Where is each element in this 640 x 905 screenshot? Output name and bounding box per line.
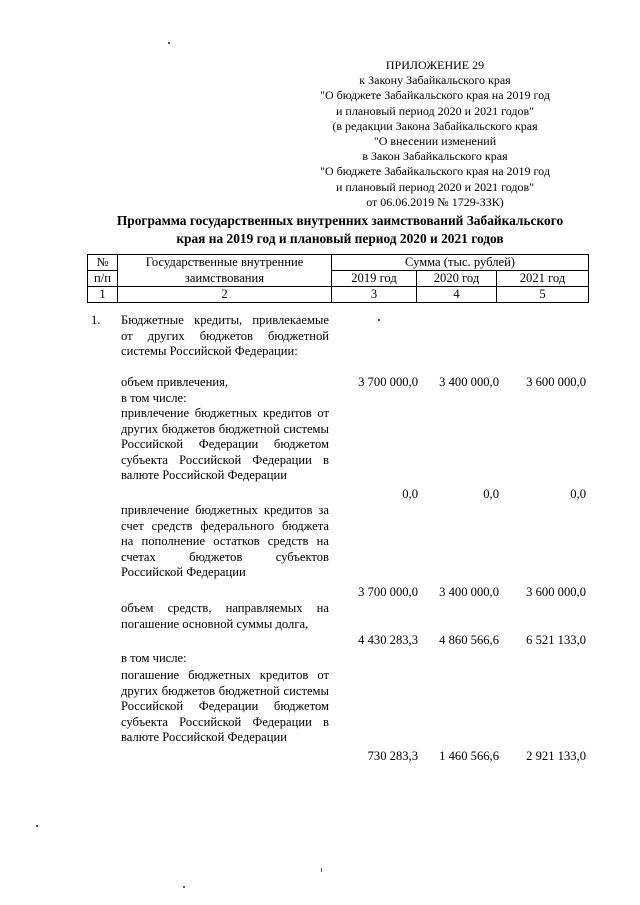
scan-speck: [183, 886, 185, 888]
appendix-line: и плановый период 2020 и 2021 годов": [335, 103, 535, 118]
sub3-2020: 1 460 566,6: [439, 749, 499, 763]
appendix-header: [290, 58, 580, 210]
appendix-line: "О бюджете Забайкальского края на 2019 год: [320, 88, 550, 103]
repayment-2021: 6 521 133,0: [526, 633, 586, 647]
repayment-2020: 4 860 566,6: [439, 633, 499, 647]
header-sum: Сумма (тыс. рублей): [332, 255, 589, 271]
scan-speck: [36, 825, 38, 827]
header-name-b: заимствования: [118, 271, 332, 287]
column-number: 4: [417, 287, 497, 303]
sub3-label: погашение бюджетных кредитов от других бюджетов бюджетной системы Российской Федерации бюджетом субъекта Российской Федерации в валюте Российской Федерации: [121, 668, 329, 744]
scan-speck: [378, 319, 380, 321]
attraction-2021: 3 600 000,0: [526, 375, 586, 389]
column-number: 5: [497, 287, 589, 303]
appendix-line: от 06.06.2019 № 1729-ЗЗК): [366, 194, 504, 209]
sub2-2021: 3 600 000,0: [526, 585, 586, 599]
scan-speck: [321, 868, 322, 872]
header-table: [87, 254, 589, 303]
header-num-b: п/п: [88, 271, 118, 287]
header-year-2021: 2021 год: [497, 271, 589, 287]
sub2-label: привлечение бюджетных кредитов за счет средств федерального бюджета на пополнение остатков средств на счетах бюджетов субъектов Российской Федерации: [121, 503, 329, 579]
appendix-line: "О внесении изменений: [373, 134, 497, 149]
sub1-2021: 0,0: [570, 487, 586, 501]
attraction-2020: 3 400 000,0: [439, 375, 499, 389]
sub2-2020: 3 400 000,0: [439, 585, 499, 599]
header-year-2019: 2019 год: [332, 271, 417, 287]
sub3-2021: 2 921 133,0: [526, 749, 586, 763]
sub1-label: привлечение бюджетных кредитов от других бюджетов бюджетной системы Российской Федерации бюджетом субъекта Российской Федерации в валюте Российской Федерации: [121, 406, 329, 482]
sub2-2019: 3 700 000,0: [358, 585, 418, 599]
appendix-line: в Закон Забайкальского края: [362, 149, 508, 164]
appendix-line: к Закону Забайкальского края: [359, 73, 511, 88]
appendix-line: "О бюджете Забайкальского края на 2019 год: [320, 164, 550, 179]
sub1-2019: 0,0: [402, 487, 418, 501]
title-line-1: Программа государственных внутренних заимствований Забайкальского: [116, 213, 564, 228]
item-intro: Бюджетные кредиты, привлекаемые от других бюджетов бюджетной системы Российской Федерации:: [121, 313, 329, 358]
including-label-2: в том числе:: [121, 651, 187, 665]
title-line-2: края на 2019 год и плановый период 2020 и 2021 годов: [176, 230, 504, 246]
column-number: 2: [118, 287, 332, 303]
header-num-a: №: [88, 255, 118, 271]
attraction-label: объем привлечения,: [121, 375, 229, 389]
including-label-1: в том числе:: [121, 391, 187, 405]
attraction-2019: 3 700 000,0: [358, 375, 418, 389]
document-title: [80, 212, 600, 247]
scan-speck: [168, 42, 170, 44]
header-year-2020: 2020 год: [417, 271, 497, 287]
repayment-label: объем средств, направляемых на погашение основной суммы долга,: [121, 601, 329, 631]
appendix-line: и плановый период 2020 и 2021 годов": [335, 179, 535, 194]
sub1-2020: 0,0: [483, 487, 499, 501]
column-number: 1: [88, 287, 118, 303]
appendix-line: ПРИЛОЖЕНИЕ 29: [385, 58, 485, 72]
header-name-a: Государственные внутренние: [118, 255, 332, 271]
column-number: 3: [332, 287, 417, 303]
sub3-2019: 730 283,3: [367, 749, 418, 763]
repayment-2019: 4 430 283,3: [358, 633, 418, 647]
item-number: 1.: [91, 313, 101, 327]
appendix-line: (в редакции Закона Забайкальского края: [332, 118, 538, 133]
